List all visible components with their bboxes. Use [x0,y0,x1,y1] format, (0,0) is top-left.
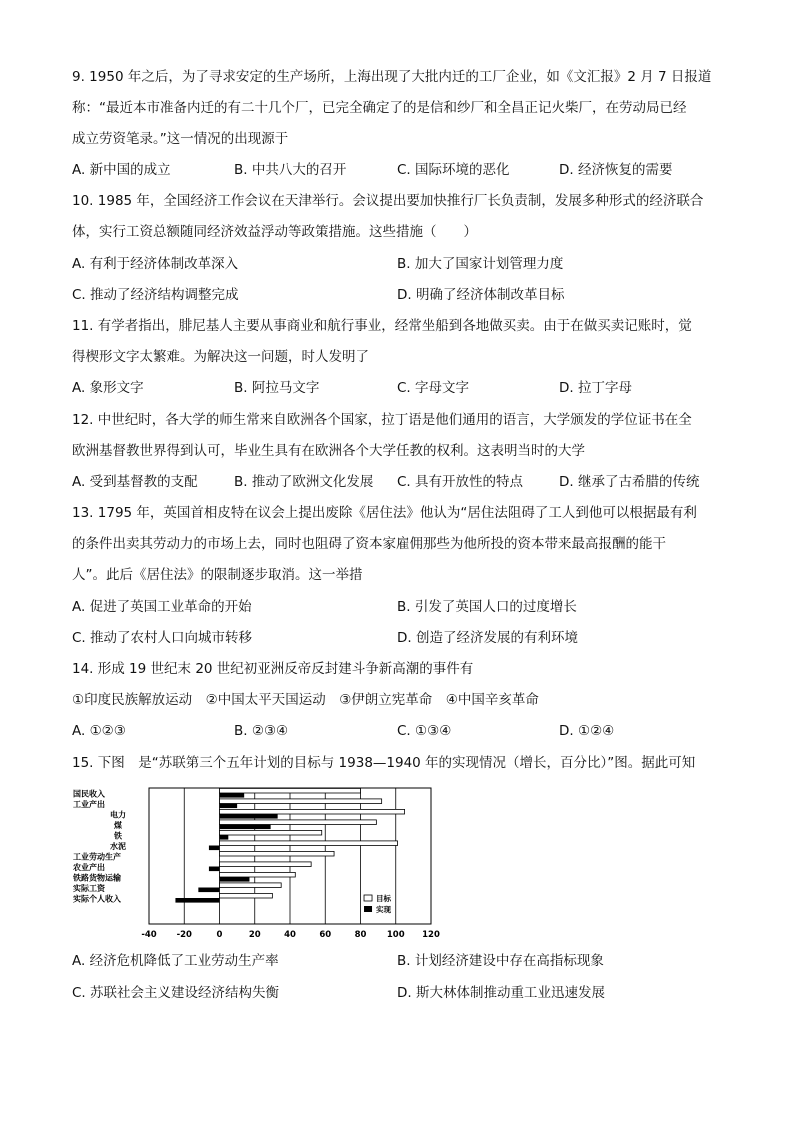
option-a[interactable]: A. 象形文字 [72,380,144,396]
question-12-line-2: 欧洲基督教世界得到认可，毕业生具有在欧洲各个大学任教的权利。这表明当时的大学 [72,443,585,459]
legend-actual-label: 实现 [376,905,392,914]
target-bar [220,893,273,898]
target-bar [220,862,312,867]
actual-bar [209,846,220,851]
category-label: 实际个人收入 [73,894,121,904]
category-label: 工业产出 [73,800,105,809]
x-tick-label: 20 [248,930,261,940]
category-label: 农业产出 [73,863,105,872]
option-a[interactable]: A. 经济危机降低了工业劳动生产率 [72,953,279,969]
option-d[interactable]: D. 拉丁字母 [559,380,632,396]
actual-bar [220,804,238,809]
option-a[interactable]: A. 促进了英国工业革命的开始 [72,599,252,615]
target-bar [220,809,405,814]
target-bar [220,830,322,835]
option-a[interactable]: A. 有利于经济体制改革深入 [72,256,239,272]
target-bar [220,820,377,825]
option-d[interactable]: D. 创造了经济发展的有利环境 [397,630,578,646]
target-bar [220,851,335,856]
option-a[interactable]: A. 受到基督教的支配 [72,474,198,490]
question-11-line-2: 得楔形文字太繁难。为解决这一问题，时人发明了 [72,349,369,365]
option-d[interactable]: D. 继承了古希腊的传统 [559,474,700,490]
actual-bar [175,898,219,903]
option-a[interactable]: A. 新中国的成立 [72,162,171,178]
x-tick-label: -40 [141,930,157,940]
target-bar [220,788,361,793]
question-15-line-1: 15. 下图 是“苏联第三个五年计划的目标与 1938—1940 年的实现情况（增长，百分比）”图。据此可知 [72,755,696,771]
option-d[interactable]: D. 明确了经济体制改革目标 [397,287,565,303]
x-tick-label: 120 [422,930,440,940]
option-d[interactable]: D. 经济恢复的需要 [559,162,673,178]
option-b[interactable]: B. 计划经济建设中存在高指标现象 [397,953,604,969]
legend-target-swatch [364,895,372,901]
target-bar [220,799,382,804]
actual-bar [220,814,278,819]
question-10-line-1: 10. 1985 年，全国经济工作会议在天津举行。会议提出要加快推行厂长负责制，发展多种形式的经济联合 [72,193,704,209]
option-a[interactable]: A. ①②③ [72,723,126,739]
option-c[interactable]: C. 具有开放性的特点 [397,474,524,490]
question-9-line-1: 9. 1950 年之后，为了寻求安定的生产场所，上海出现了大批内迁的工厂企业，如《文汇报》2 月 7 日报道 [72,69,712,85]
question-12-line-1: 12. 中世纪时，各大学的师生常来自欧洲各个国家，拉丁语是他们通用的语言，大学颁发的学位证书在全 [72,412,692,428]
category-label: 工业劳动生产 [73,852,121,862]
option-d[interactable]: D. ①②④ [559,723,615,739]
question-9-line-2: 称：“最近本市准备内迁的有二十几个厂，已完全确定了的是信和纱厂和全昌正记火柴厂，在劳动局已经 [72,100,687,116]
question-13-line-3: 人”。此后《居住法》的限制逐步取消。这一举措 [72,567,363,583]
category-label: 煤 [114,821,122,830]
question-14-line-1: 14. 形成 19 世纪末 20 世纪初亚洲反帝反封建斗争新高潮的事件有 [72,661,474,677]
category-label: 水泥 [110,842,126,851]
actual-bar [220,793,245,798]
target-bar [220,872,296,877]
option-b[interactable]: B. 推动了欧洲文化发展 [234,474,374,490]
actual-bar [209,867,220,872]
category-label: 铁 [114,831,122,841]
legend-target-label: 目标 [376,894,392,903]
option-c[interactable]: C. 苏联社会主义建设经济结构失衡 [72,985,280,1001]
category-label: 国民收入 [73,789,105,799]
question-9-line-3: 成立劳资笔录。”这一情况的出现源于 [72,131,289,147]
category-label: 实际工资 [73,884,105,893]
x-tick-label: -20 [176,930,192,940]
option-b[interactable]: B. 引发了英国人口的过度增长 [397,599,577,615]
x-tick-label: 40 [284,930,296,940]
question-13-line-2: 的条件出卖其劳动力的市场上去，同时也阻碍了资本家雇佣那些为他所投的资本带来最高报酬的能干 [72,536,666,552]
question-13-line-1: 13. 1795 年，英国首相皮特在议会上提出废除《居住法》他认为“居住法阻碍了工人到他可以根据最有利 [72,505,697,521]
option-c[interactable]: C. 国际环境的恶化 [397,162,510,178]
category-label: 电力 [110,810,126,820]
question-10-line-2: 体，实行工资总额随同经济效益浮动等政策措施。这些措施（ ） [72,224,477,240]
category-label: 铁路货物运输 [73,873,121,883]
x-tick-label: 80 [354,930,367,940]
x-tick-label: 100 [386,930,405,940]
option-c[interactable]: C. 推动了经济结构调整完成 [72,287,239,303]
option-d[interactable]: D. 斯大林体制推动重工业迅速发展 [397,985,605,1001]
actual-bar [220,835,229,840]
option-b[interactable]: B. ②③④ [234,723,289,739]
actual-bar [220,877,250,882]
option-c[interactable]: C. 推动了农村人口向城市转移 [72,630,253,646]
option-c[interactable]: C. 字母文字 [397,380,470,396]
target-bar [220,883,282,888]
target-bar [220,841,398,846]
option-b[interactable]: B. 加大了国家计划管理力度 [397,256,564,272]
soviet-five-year-plan-chart [70,782,450,942]
option-b[interactable]: B. 中共八大的召开 [234,162,347,178]
option-b[interactable]: B. 阿拉马文字 [234,380,320,396]
legend-actual-swatch [364,906,372,912]
option-c[interactable]: C. ①③④ [397,723,452,739]
x-tick-label: 60 [319,930,332,940]
question-14-line-2: ①印度民族解放运动 ②中国太平天国运动 ③伊朗立宪革命 ④中国辛亥革命 [72,692,539,708]
actual-bar [220,825,271,830]
actual-bar [198,888,219,893]
question-11-line-1: 11. 有学者指出，腓尼基人主要从事商业和航行事业，经常坐船到各地做买卖。由于在做买卖记账时，觉 [72,318,692,334]
x-tick-label: 0 [216,930,223,940]
